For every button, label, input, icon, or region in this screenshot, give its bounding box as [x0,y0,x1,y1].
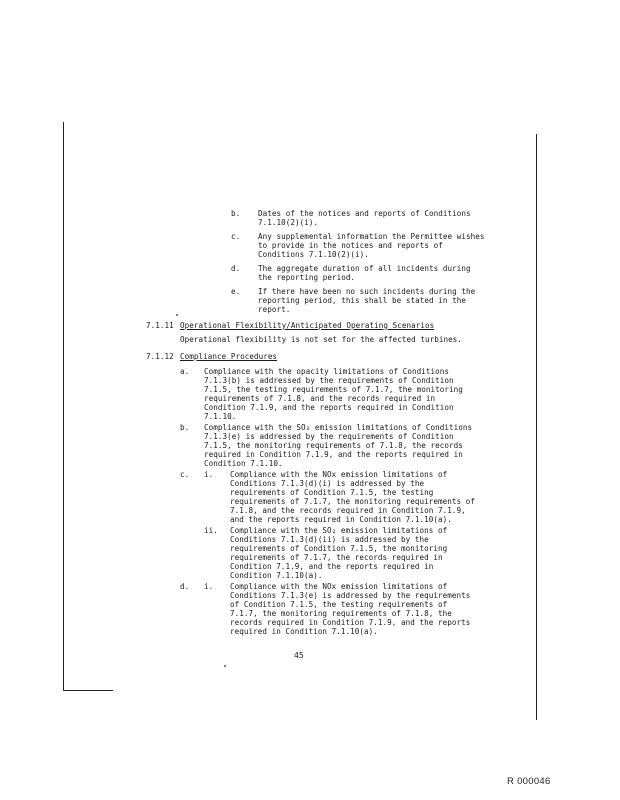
list-item-marker: d. [231,264,241,273]
section-heading: Operational Flexibility/Anticipated Operating Scenarios [180,321,435,330]
compliance-item-line: 7.1.3(b) is addressed by the requirements of Condition [204,376,454,385]
left-margin-rule [63,122,64,690]
compliance-item-line: Condition 7.1.10. [204,459,283,468]
list-item-line: Dates of the notices and reports of Conditions [258,209,471,218]
list-item-line: If there have been no such incidents during the [258,287,476,296]
compliance-item-line: requirements of 7.1.7, the monitoring requirements of [230,497,475,506]
list-item-marker: c. [231,232,241,241]
list-item-line: the reporting period. [258,273,356,282]
compliance-item-line: 7.1.8, and the records required in Condition 7.1.9, [230,506,466,515]
list-item-line: reporting period, this shall be stated in the [258,296,466,305]
page-number: 45 [294,651,304,660]
compliance-item-line: requirements of Condition 7.1.5, the testing [230,488,434,497]
compliance-item-line: 7.1.5, the testing requirements of 7.1.7, the monitoring [204,385,463,394]
compliance-item-line: Compliance with the opacity limitations of Conditions [204,367,449,376]
list-item-line: to provide in the notices and reports of [258,241,443,250]
compliance-subitem-marker: ii. [204,526,218,535]
compliance-item-line: required in Condition 7.1.10(a). [230,627,378,636]
compliance-item-line: Conditions 7.1.3(d)(i) is addressed by the [230,479,425,488]
scan-speck [176,314,178,316]
compliance-item-line: records required in Condition 7.1.9, and the reports [230,618,471,627]
compliance-subitem-marker: i. [204,470,214,479]
compliance-item-line: requirements of Condition 7.1.5, the monitoring [230,544,448,553]
compliance-item-line: requirements of 7.1.7, the records required in [230,553,443,562]
section-heading: Compliance Procedures [180,352,278,361]
compliance-item-marker: d. [180,582,190,591]
scan-speck [224,665,226,667]
compliance-item-line: Compliance with the NOx emission limitations of [230,470,448,479]
compliance-item-line: of Condition 7.1.5, the testing requirements of [230,600,448,609]
compliance-item-line: Compliance with the SO₂ emission limitations of [230,526,448,535]
section-number: 7.1.12 [146,352,174,361]
section-body: Operational flexibility is not set for the affected turbines. [180,335,462,344]
compliance-item-line: 7.1.3(e) is addressed by the requirements of Condition [204,432,454,441]
compliance-item-line: Compliance with the NOx emission limitations of [230,582,448,591]
compliance-item-line: and the reports required in Condition 7.1.10(a). [230,515,452,524]
list-item-line: Any supplemental information the Permittee wishes [258,232,485,241]
compliance-item-line: Condition 7.1.9, and the reports required in [230,562,434,571]
compliance-item-line: Conditions 7.1.3(e) is addressed by the requirements [230,591,471,600]
list-item-line: 7.1.10(2)(i). [258,218,319,227]
list-item-marker: e. [231,287,241,296]
compliance-item-marker: c. [180,470,190,479]
compliance-item-line: required in Condition 7.1.9, and the reports required in [204,450,463,459]
compliance-item-line: 7.1.5, the monitoring requirements of 7.1.8, the records [204,441,463,450]
bates-number: R 000046 [507,776,551,787]
compliance-item-marker: a. [180,367,190,376]
bottom-margin-rule [63,690,113,691]
list-item-line: Conditions 7.1.10(2)(i). [258,250,369,259]
list-item-line: report. [258,305,291,314]
list-item-line: The aggregate duration of all incidents during [258,264,471,273]
compliance-subitem-marker: i. [204,582,214,591]
right-margin-rule [536,134,537,720]
section-number: 7.1.11 [146,321,174,330]
compliance-item-line: requirements of 7.1.8, and the records required in [204,394,436,403]
compliance-item-line: Condition 7.1.9, and the reports required in Condition [204,403,454,412]
compliance-item-line: Conditions 7.1.3(d)(ii) is addressed by the [230,535,429,544]
compliance-item-line: 7.1.10. [204,412,237,421]
list-item-marker: b. [231,209,241,218]
compliance-item-line: Condition 7.1.10(a). [230,571,323,580]
compliance-item-marker: b. [180,423,190,432]
compliance-item-line: 7.1.7, the monitoring requirements of 7.1.8, the [230,609,452,618]
compliance-item-line: Compliance with the SO₂ emission limitations of Conditions [204,423,473,432]
